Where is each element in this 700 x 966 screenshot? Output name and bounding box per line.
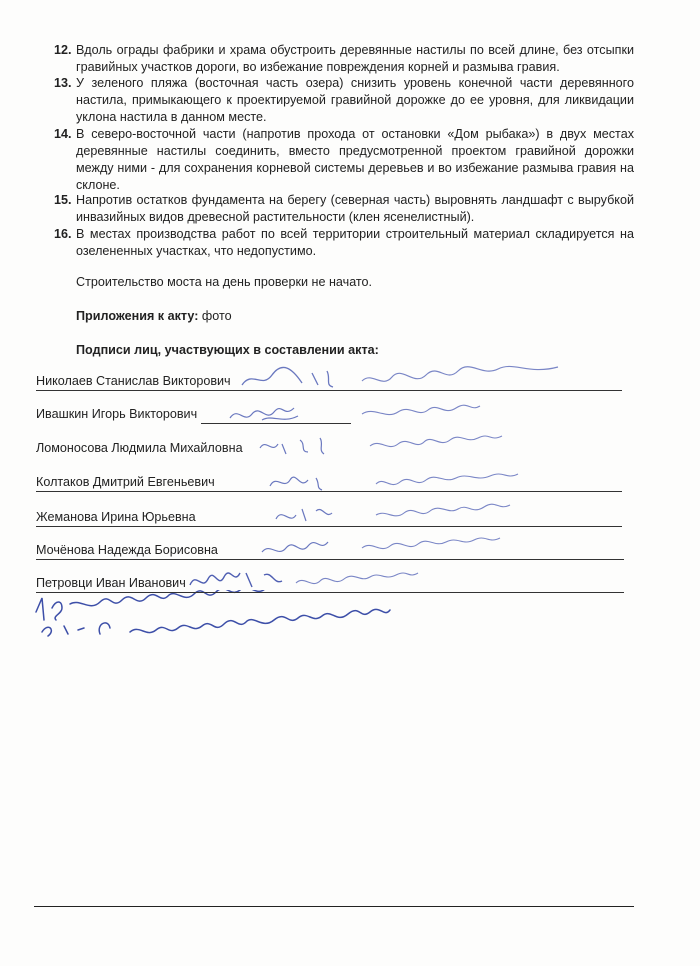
footer-rule [34, 906, 634, 907]
signatures-title: Подписи лиц, участвующих в составлении акта: [76, 343, 379, 357]
handwritten-signature [232, 365, 592, 393]
item-number: 16. [54, 227, 72, 241]
list-item-14 [54, 126, 634, 194]
signatory-name: Петровци Иван Иванович [36, 576, 186, 590]
signature-row [36, 575, 624, 595]
attachments-label: Приложения к акту: [76, 309, 199, 323]
signature-row [36, 440, 596, 460]
signature-row [36, 542, 624, 562]
item-number: 15. [54, 193, 72, 207]
attachments-value: фото [198, 309, 232, 323]
item-text: Напротив остатков фундамента на берегу (северная часть) выровнять ландшафт с вырубкой инвазийных видов древесной растительности (клен ясенелистный). [76, 193, 634, 224]
handwritten-signature [186, 565, 446, 593]
signatory-name: Жеманова Ирина Юрьевна [36, 510, 196, 524]
bridge-note: Строительство моста на день проверки не начато. [76, 275, 373, 289]
signature-row [36, 474, 622, 494]
handwritten-annotation [30, 590, 590, 640]
signature-row [36, 509, 622, 529]
item-number: 14. [54, 127, 72, 141]
signatory-name: Ломоносова Людмила Михайловна [36, 441, 243, 455]
list-item-13 [54, 75, 634, 126]
list-item-12 [54, 42, 634, 76]
attachments-line [76, 308, 232, 325]
item-text: У зеленого пляжа (восточная часть озера) снизить уровень конечной части деревянного настила, примыкающего к проектируемой гравийной дорожке до ее уровня, для ликвидации уклона настила в данном месте. [76, 76, 634, 124]
item-number: 13. [54, 76, 72, 90]
handwritten-signature [222, 400, 522, 426]
item-text: Вдоль ограды фабрики и храма обустроить деревянные настилы по всей длине, без отсыпки гравийных участков дороги, во избежание повреждения корней и размыва гравия. [76, 43, 634, 74]
item-number: 12. [54, 43, 72, 57]
list-item-15 [54, 192, 634, 226]
signatory-name: Ивашкин Игорь Викторович [36, 407, 198, 421]
item-text: В местах производства работ по всей территории строительный материал складируется на озелененных участках, что недопустимо. [76, 227, 634, 258]
item-text: В северо-восточной части (напротив прохода от остановки «Дом рыбака») в двух местах деревянные настилы соединить, вместо предусмотренной проектом гравийной дорожки между ними - для сохранения корневой системы деревьев и во избежание размыва гравия на склоне. [76, 127, 634, 192]
list-item-16 [54, 226, 634, 260]
signatory-name: Колтаков Дмитрий Евгеньевич [36, 475, 215, 489]
handwritten-signature [246, 468, 566, 494]
signature-row [36, 406, 606, 426]
handwritten-signature [232, 534, 552, 560]
signatory-name: Николаев Станислав Викторович [36, 374, 231, 388]
handwritten-signature [250, 432, 540, 458]
handwritten-signature [256, 501, 556, 527]
signature-row [36, 373, 622, 393]
signatory-name: Мочёнова Надежда Борисовна [36, 543, 218, 557]
